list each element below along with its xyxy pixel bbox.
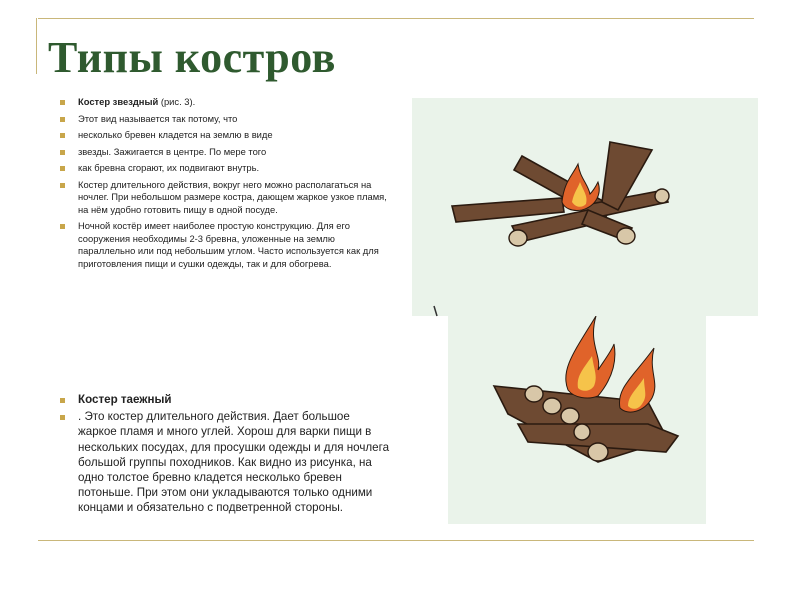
star-campfire-image — [412, 98, 758, 316]
list-item — [60, 113, 390, 126]
item-text: несколько бревен кладется на землю в виде — [78, 129, 273, 140]
list-item — [60, 146, 390, 159]
log-end-shape — [655, 189, 669, 203]
slide-title: Типы костров — [48, 33, 336, 82]
left-rule — [36, 18, 37, 74]
log-end-shape — [525, 386, 543, 402]
bullet-icon — [60, 133, 65, 138]
list-item — [60, 392, 390, 407]
taiga-campfire-drawing — [448, 316, 706, 524]
log-end-shape — [617, 228, 635, 244]
bullet-icon — [60, 150, 65, 155]
top-rule — [38, 18, 754, 19]
log-end-shape — [588, 443, 608, 461]
bullet-icon — [60, 398, 65, 403]
list-item — [60, 220, 390, 270]
bullet-icon — [60, 415, 65, 420]
bullet-icon — [60, 224, 65, 229]
bullet-icon — [60, 183, 65, 188]
item-text: Ночной костёр имеет наиболее простую конструкцию. Для его сооружения необходимы 2-3 бревна, уложенные на землю параллельно или под небольшим углом. Часто используется как для приготовления пищи и сушки одежды, так и для обогрева. — [78, 220, 379, 269]
bullet-list-small — [60, 96, 390, 274]
bullet-icon — [60, 100, 65, 105]
item-text: как бревна сгорают, их подвигают внутрь. — [78, 162, 260, 173]
bottom-rule — [38, 540, 754, 541]
bullet-icon — [60, 117, 65, 122]
image-mark — [432, 304, 440, 318]
item-bold: Костер таежный — [78, 393, 172, 406]
log-end-shape — [574, 424, 590, 440]
list-item — [60, 162, 390, 175]
bullet-list-large — [60, 392, 390, 518]
log-end-shape — [543, 398, 561, 414]
bullet-icon — [60, 166, 65, 171]
item-text: . Это костер длительного действия. Дает большое жаркое пламя и много углей. Хорош для варки пищи в нескольких посудах, для просушки одежды и для ночлега большой группы походников. Как видно из рисунка, на одно толстое бревно кладется несколько бревен потоньше. При этом они укладываются только одними концами и обязательно с подветренной стороны. — [78, 410, 390, 515]
item-text: Этот вид называется так потому, что — [78, 112, 238, 124]
log-end-shape — [509, 230, 527, 246]
list-item — [60, 409, 390, 515]
taiga-campfire-image — [448, 316, 706, 524]
list-item — [60, 96, 390, 109]
item-text: звезды. Зажигается в центре. По мере того — [78, 145, 267, 157]
item-text: Костер длительного действия, вокруг него можно располагаться на ночлег. При небольшом размере костра, дающем жаркое узкое пламя, на нём удобно готовить пищу в одной посуде. — [78, 178, 387, 215]
item-bold: Костер звездный — [78, 96, 159, 107]
list-item — [60, 129, 390, 142]
item-text: (рис. 3). — [158, 96, 196, 107]
star-campfire-drawing — [412, 98, 758, 316]
list-item — [60, 179, 390, 217]
log-end-shape — [561, 408, 579, 424]
